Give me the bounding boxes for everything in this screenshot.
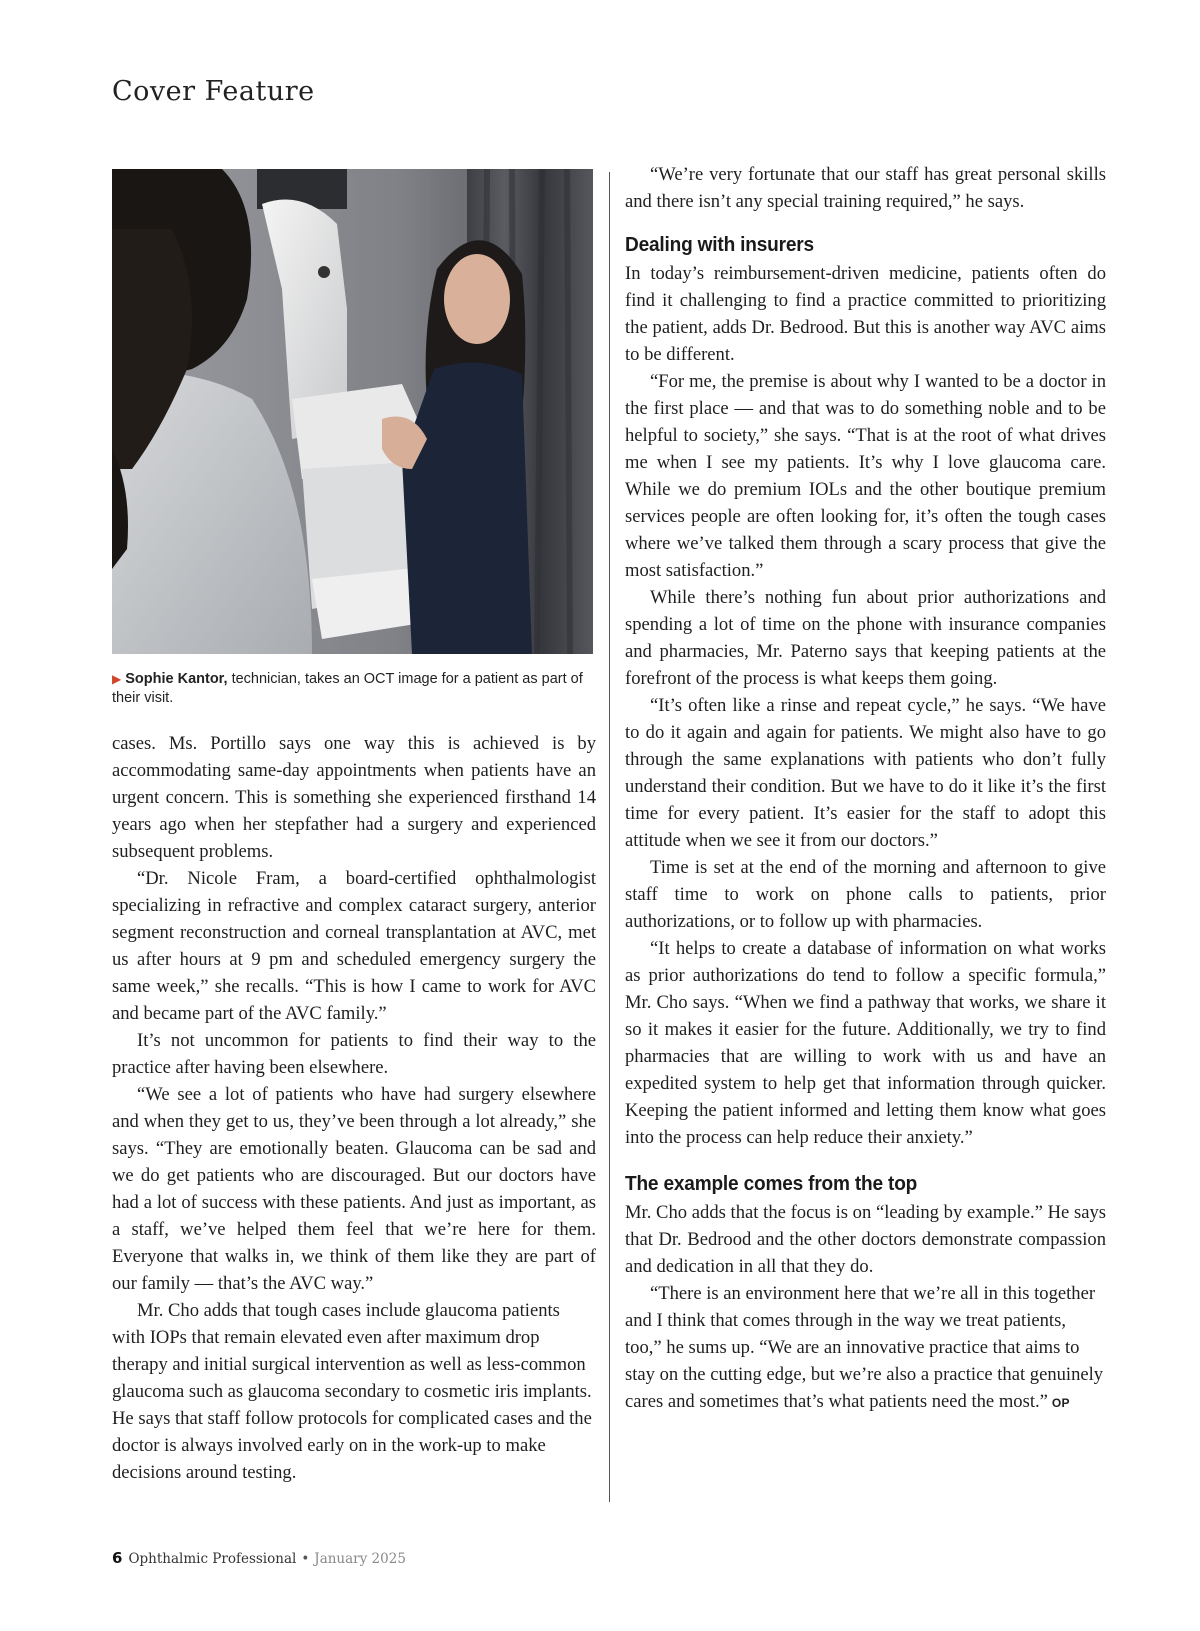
page-number: 6 (112, 1549, 123, 1567)
right-paragraph: While there’s nothing fun about prior authorizations and spending a lot of time on the phone with insurance companies and pharmacies, Mr. Paterno says that keeping patients at the forefront of the process is what keeps them going. (625, 587, 1106, 689)
publication-name: Ophthalmic Professional (128, 1551, 297, 1567)
left-paragraph: “We see a lot of patients who have had surgery elsewhere and when they get to us, they’ve been through a lot already,” she says. “They are emotionally beaten. Glaucoma can be sad and we do get patients who are discouraged. But our doctors have had a lot of success with these patients. And just as important, as a staff, we’ve helped them feel that we’re here for them. Everyone that walks in, we think of them like they are part of our family — that’s the AVC way.” (112, 1084, 596, 1294)
issue-date: January 2025 (314, 1551, 406, 1567)
left-paragraph: Mr. Cho adds that tough cases include glaucoma patients with IOPs that remain elevated even after maximum drop therapy and initial surgical intervention as well as less-common glaucoma such as glaucoma secondary to cosmetic iris implants. He says that staff follow protocols for complicated cases and the doctor is always involved early on in the work-up to make decisions around testing. (112, 1300, 592, 1483)
left-paragraph: It’s not uncommon for patients to find their way to the practice after having been elsewhere. (112, 1030, 596, 1078)
right-paragraph: “It’s often like a rinse and repeat cycle,” he says. “We have to do it again and again for patients. We might also have to go through the same explanations with patients who don’t fully understand their condition. But we have to do it like it’s the first time for every patient. It’s easier for the staff to adopt this attitude when we see it from our doctors.” (625, 695, 1106, 851)
footer-separator: • (301, 1551, 310, 1567)
right-paragraph: “It helps to create a database of information on what works as prior authorizations do tend to follow a specific formula,” Mr. Cho says. “When we find a pathway that works, we share it so it makes it easier for the future. Additionally, we try to find pharmacies that are willing to work with us and have an expedited system to help get that information through quicker. Keeping the patient informed and letting them know what goes into the process can help reduce their anxiety.” (625, 938, 1106, 1148)
right-paragraph: Mr. Cho adds that the focus is on “leading by example.” He says that Dr. Bedrood and the other doctors demonstrate compassion and dedication in all that they do. (625, 1202, 1106, 1277)
section-heading-insurers: Dealing with insurers (625, 233, 814, 256)
right-intro-paragraph: “We’re very fortunate that our staff has great personal skills and there isn’t any special training required,” he says. (625, 164, 1106, 212)
end-mark: OP (1051, 1396, 1070, 1410)
page-footer (112, 1549, 406, 1567)
right-paragraph: In today’s reimbursement-driven medicine, patients often do find it challenging to find a practice committed to prioritizing the patient, adds Dr. Bedrood. But this is another way AVC aims to be different. (625, 263, 1106, 365)
right-final-paragraph (625, 1280, 1106, 1417)
section-heading-example: The example comes from the top (625, 1172, 918, 1195)
right-paragraph: “For me, the premise is about why I wanted to be a doctor in the first place — and that was to do something noble and to be helpful to society,” she says. “That is at the root of what drives me when I see my patients. It’s why I love glaucoma care. While we do premium IOLs and the other boutique premium services people are often looking for, it’s often the tough cases where we’ve talked them through a scary process that give the most satisfaction.” (625, 371, 1106, 581)
right-paragraph: Time is set at the end of the morning and afternoon to give staff time to work on phone calls to patients, prior authorizations, or to follow up with pharmacies. (625, 857, 1106, 932)
caption-text: technician, takes an OCT image for a patient as part of their visit. (112, 671, 583, 706)
article-photo (112, 169, 593, 654)
right-final-text: “There is an environment here that we’re all in this together and I think that comes through in the way we treat patients, too,” he sums up. “We are an innovative practice that aims to stay on the cutting edge, but we’re also a practice that genuinely cares and sometimes that’s what patients need the most.” (625, 1283, 1104, 1412)
left-paragraph: “Dr. Nicole Fram, a board-certified ophthalmologist specializing in refractive and complex cataract surgery, anterior segment reconstruction and corneal transplantation at AVC, met us after hours at 9 pm and scheduled emergency surgery the same week,” she recalls. “This is how I came to work for AVC and became part of the AVC family.” (112, 868, 596, 1024)
section-label: Cover Feature (112, 76, 315, 107)
caption-name: Sophie Kantor, (125, 671, 228, 687)
right-column (625, 161, 1106, 1417)
triangle-icon: ▶ (112, 672, 122, 686)
photo-caption (112, 670, 594, 708)
column-divider (609, 172, 610, 1502)
left-column (112, 730, 596, 1486)
left-paragraph: cases. Ms. Portillo says one way this is achieved is by accommodating same-day appointments when patients have an urgent concern. This is something she experienced firsthand 14 years ago when her stepfather had a surgery and experienced subsequent problems. (112, 733, 596, 862)
